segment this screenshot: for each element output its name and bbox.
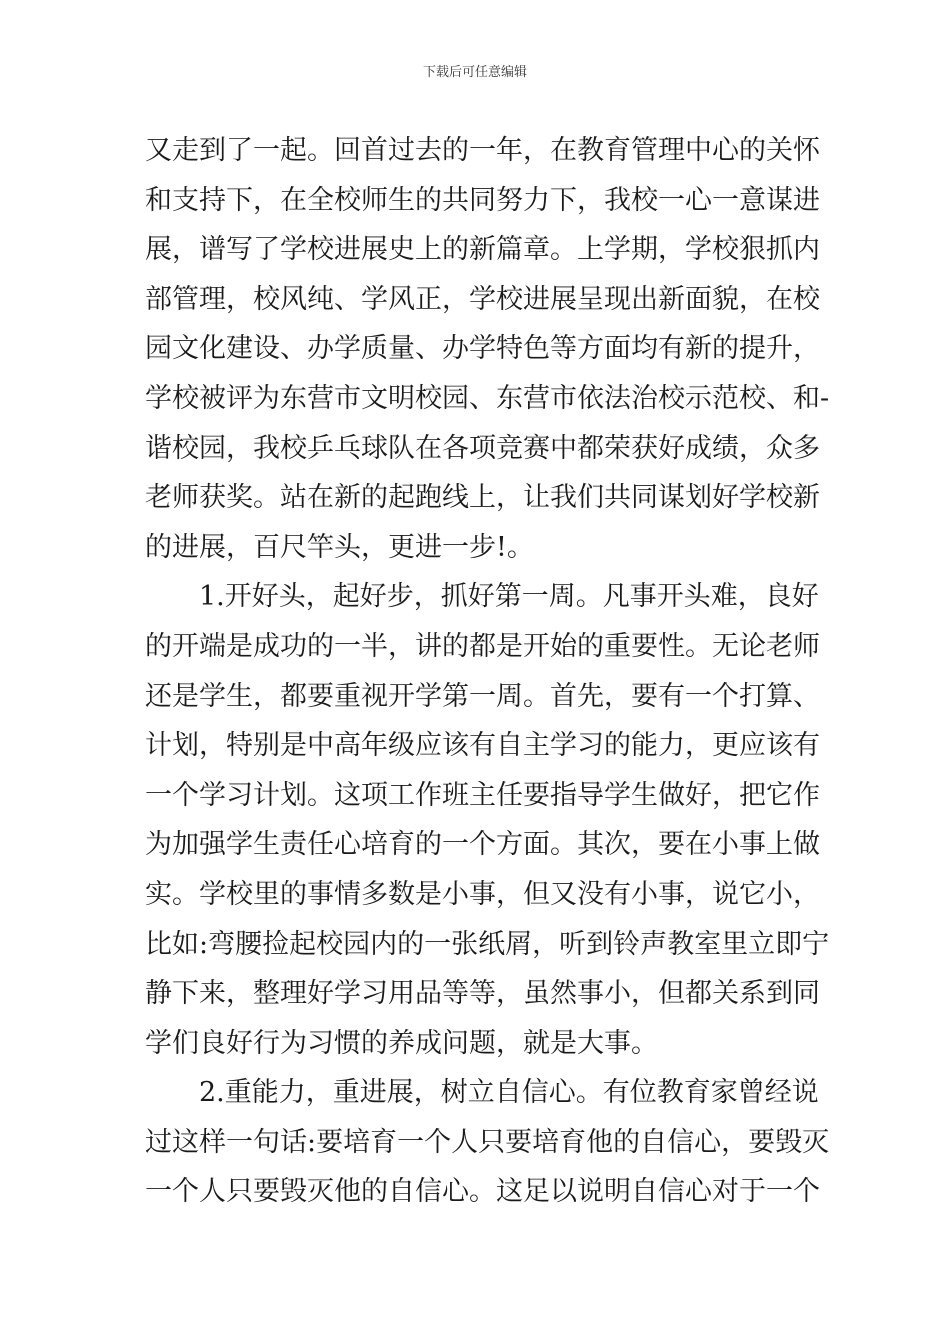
text-line: 2.重能力，重进展，树立自信心。有位教育家曾经说: [199, 1077, 819, 1109]
text-line: 和支持下，在全校师生的共同努力下，我校一心一意谋进: [145, 184, 820, 216]
text-line: 学校被评为东营市文明校园、东营市依法治校示范校、和-: [145, 382, 830, 414]
text-line: 学们良好行为习惯的养成问题，就是大事。: [145, 1027, 658, 1059]
text-line: 老师获奖。站在新的起跑线上，让我们共同谋划好学校新: [145, 482, 820, 514]
text-line: 计划，特别是中高年级应该有自主学习的能力，更应该有: [145, 730, 820, 762]
text-line: 的进展，百尺竿头，更进一步!。: [145, 531, 534, 563]
page-header-note: 下载后可任意编辑: [422, 65, 527, 80]
text-line: 展，谱写了学校进展史上的新篇章。上学期，学校狠抓内: [145, 234, 820, 266]
text-line: 过这样一句话:要培育一个人只要培育他的自信心，要毁灭: [145, 1126, 830, 1158]
text-line: 还是学生，都要重视开学第一周。首先，要有一个打算、: [145, 680, 820, 712]
text-line: 的开端是成功的一半，讲的都是开始的重要性。无论老师: [145, 630, 820, 662]
document-body: [145, 126, 830, 1217]
text-line: 为加强学生责任心培育的一个方面。其次，要在小事上做: [145, 829, 820, 861]
text-line: 实。学校里的事情多数是小事，但又没有小事，说它小，: [145, 878, 820, 910]
text-line: 比如:弯腰捡起校园内的一张纸屑，听到铃声教室里立即宁: [145, 928, 830, 960]
paragraph: [145, 572, 830, 1068]
text-line: 部管理，校风纯、学风正，学校进展呈现出新面貌，在校: [145, 283, 820, 315]
paragraph: [145, 126, 830, 572]
text-line: 园文化建设、办学质量、办学特色等方面均有新的提升，: [145, 333, 820, 365]
text-line: 1.开好头，起好步，抓好第一周。凡事开头难，良好: [199, 581, 819, 613]
text-line: 一个人只要毁灭他的自信心。这足以说明自信心对于一个: [145, 1176, 820, 1208]
text-line: 静下来，整理好学习用品等等，虽然事小，但都关系到同: [145, 978, 820, 1010]
text-line: 又走到了一起。回首过去的一年，在教育管理中心的关怀: [145, 135, 820, 166]
text-line: 谐校园，我校乒乓球队在各项竞赛中都荣获好成绩，众多: [145, 432, 820, 464]
text-line: 一个学习计划。这项工作班主任要指导学生做好，把它作: [145, 779, 820, 811]
paragraph: [145, 1068, 830, 1217]
